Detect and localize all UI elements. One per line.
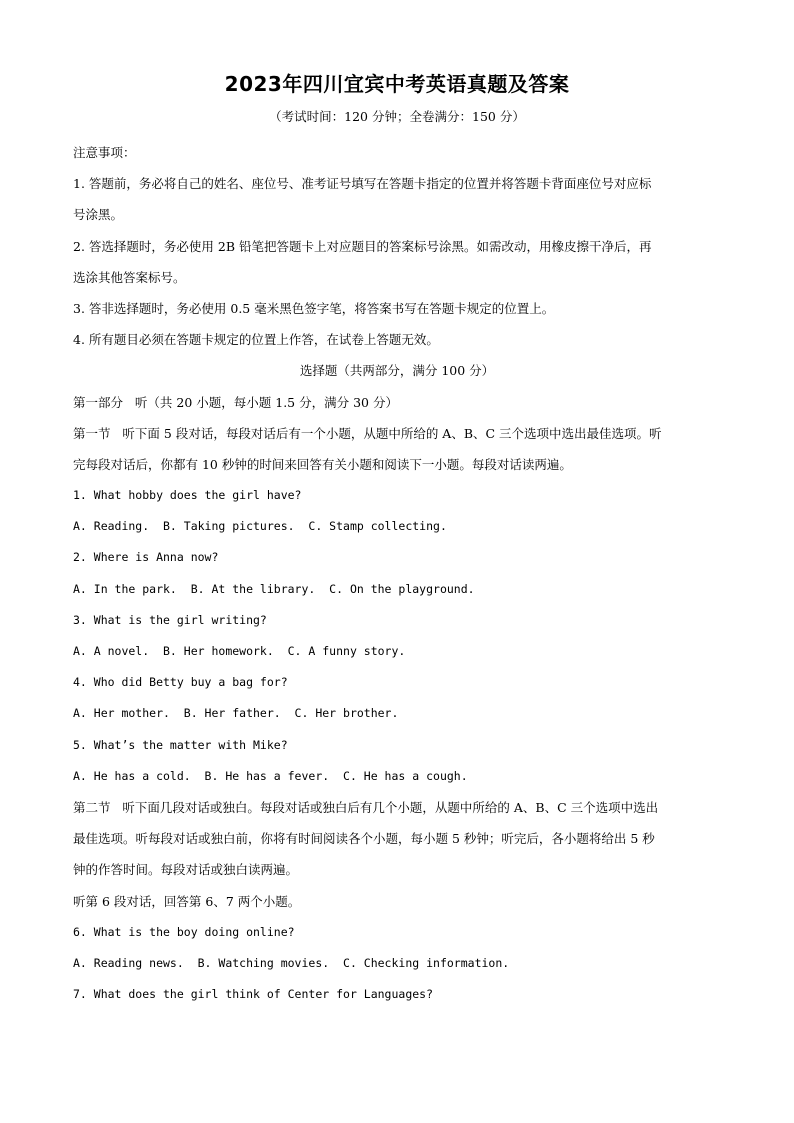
content [73,137,721,1010]
question-5: 5. What’s the matter with Mike? [73,737,288,752]
section1-instructions-line-2: 完每段对话后，你都有 10 秒钟的时间来回答有关小题和阅读下一小题。每段对话读两遍。 [73,456,572,472]
part1-heading: 第一部分 听（共 20 小题，每小题 1.5 分，满分 30 分） [73,394,398,410]
notice-item-2-line-1: 2. 答选择题时，务必使用 2B 铅笔把答题卡上对应题目的答案标号涂黑。如需改动，用橡皮擦干净后，再 [73,238,652,254]
question-6-options: A. Reading news. B. Watching movies. C. Checking information. [73,955,510,970]
question-6: 6. What is the boy doing online? [73,924,295,939]
question-2: 2. Where is Anna now? [73,550,219,565]
question-3: 3. What is the girl writing? [73,612,267,627]
question-2-options: A. In the park. B. At the library. C. On the playground. [73,581,475,596]
exam-info: （考试时间：120 分钟；全卷满分：150 分） [269,109,525,124]
question-7: 7. What does the girl think of Center for Languages? [73,987,434,1002]
page-title: 2023年四川宜宾中考英语真题及答案 [224,72,570,96]
notice-item-2-line-2: 选涂其他答案标号。 [73,269,186,285]
question-5-options: A. He has a cold. B. He has a fever. C. He has a cough. [73,768,468,783]
section2-instructions-line-2: 最佳选项。听每段对话或独白前，你将有时间阅读各个小题，每小题 5 秒钟；听完后，各小题将给出 5 秒 [73,831,655,847]
notice-item-1-line-2: 号涂黑。 [73,207,124,223]
notice-heading: 注意事项： [73,145,136,160]
section-heading: 选择题（共两部分，满分 100 分） [299,363,495,379]
question-4: 4. Who did Betty buy a bag for? [73,675,288,690]
question-1: 1. What hobby does the girl have? [73,488,302,503]
section2-instructions-line-3: 钟的作答时间。每段对话或独白读两遍。 [73,862,299,878]
dialog-6-heading: 听第 6 段对话，回答第 6、7 两个小题。 [73,893,301,909]
notice-item-3: 3. 答非选择题时，务必使用 0.5 毫米黑色签字笔，将答案书写在答题卡规定的位置上。 [73,300,555,316]
section2-instructions-line-1: 第二节 听下面几段对话或独白。每段对话或独白后有几个小题，从题中所给的 A、B、C 三个选项中选出 [73,799,659,815]
section1-instructions-line-1: 第一节 听下面 5 段对话，每段对话后有一个小题，从题中所给的 A、B、C 三个选项中选出最佳选项。听 [73,425,662,441]
notice-item-1-line-1: 1. 答题前，务必将自己的姓名、座位号、准考证号填写在答题卡指定的位置并将答题卡背面座位号对应标 [73,176,652,192]
question-3-options: A. A novel. B. Her homework. C. A funny story. [73,644,406,658]
question-4-options: A. Her mother. B. Her father. C. Her brother. [73,706,399,721]
question-1-options: A. Reading. B. Taking pictures. C. Stamp collecting. [73,519,447,534]
notice-item-4: 4. 所有题目必须在答题卡规定的位置上作答，在试卷上答题无效。 [73,332,439,348]
